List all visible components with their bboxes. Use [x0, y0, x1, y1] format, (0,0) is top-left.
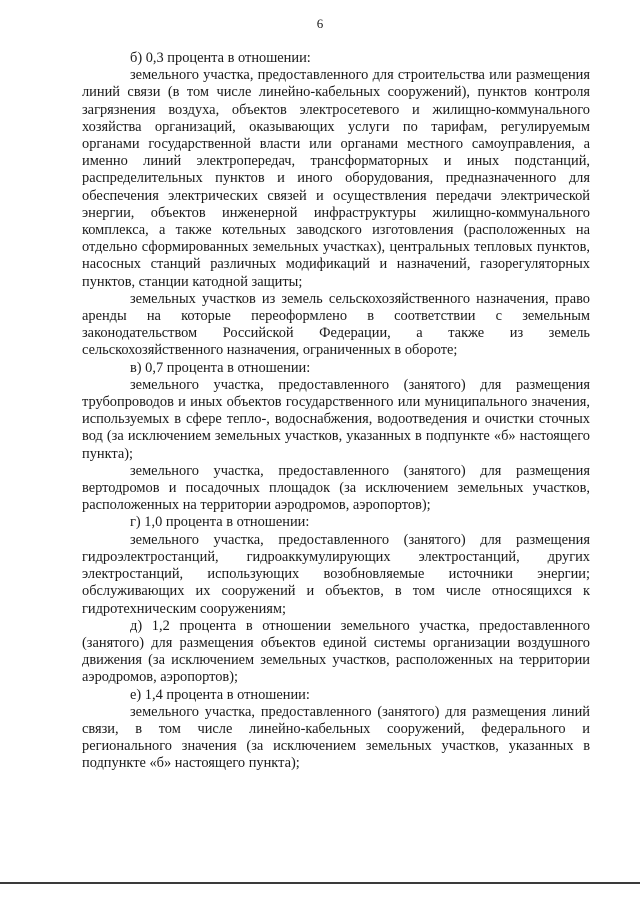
subsection-d-paragraph: д) 1,2 процента в отношении земельного участка, предоставленного (занятого) для размещения объектов единой системы организации воздушного движения (за исключением земельных участков, расположенных на территории аэродромов, аэропортов);: [82, 617, 590, 686]
paragraph-heliports-land: земельного участка, предоставленного (занятого) для размещения вертодромов и посадочных площадок (за исключением земельных участков, расположенных на территории аэродромов, аэропортов);: [82, 462, 590, 514]
paragraph-pipelines-land: земельного участка, предоставленного (занятого) для размещения трубопроводов и иных объектов государственного или муниципального значения, используемых в сфере тепло-, водоснабжения, водоотведения и очистки сточных вод (за исключением земельных участков, указанных в подпункте «б» настоящего пункта);: [82, 376, 590, 462]
subsection-v-heading: в) 0,7 процента в отношении:: [130, 359, 311, 376]
document-body: [82, 50, 590, 773]
page-number: 6: [316, 16, 324, 31]
subsection-e-heading: е) 1,4 процента в отношении:: [130, 686, 310, 703]
paragraph-hydropower-land: земельного участка, предоставленного (занятого) для размещения гидроэлектростанций, гидроаккумулирующих электростанций, других электростанций, использующих возобновляемые источники энергии; обслуживающих их сооружений и объектов, в том числе относящихся к гидротехническим сооружениям;: [82, 531, 590, 617]
subsection-g-heading: г) 1,0 процента в отношении:: [130, 514, 310, 531]
bottom-divider: [0, 882, 640, 884]
paragraph-agricultural-land: земельных участков из земель сельскохозяйственного назначения, право аренды на которые переоформлено в соответствии с земельным законодательством Российской Федерации, а также из земель сельскохозяйственного назначения, ограниченных в обороте;: [82, 290, 590, 359]
paragraph-communication-lines-land: земельного участка, предоставленного для строительства или размещения линий связи (в том числе линейно-кабельных сооружений), пунктов контроля загрязнения воздуха, объектов электросетевого и жилищно-коммунального хозяйства организаций, оказывающих услуги по тарифам, регулируемым органами государственной власти или органами местного самоуправления, а именно линий электропередач, трансформаторных и иных подстанций, распределительных пунктов и иного оборудования, предназначенного для обеспечения электрических связей и осуществления передачи электрической энергии, объектов инженерной инфраструктуры жилищно-коммунального комплекса, а также котельных заводского изготовления (расположенных на отдельно сформированных земельных участках), центральных тепловых пунктов, насосных станций различных модификаций и назначений, газорегуляторных пунктов, станции катодной защиты;: [82, 67, 590, 290]
subsection-b-heading: б) 0,3 процента в отношении:: [130, 50, 311, 66]
paragraph-federal-communication-lines: земельного участка, предоставленного (занятого) для размещения линий связи, в том числе линейно-кабельных сооружений, федерального и регионального значения (за исключением земельных участков, указанных в подпункте «б» настоящего пункта);: [82, 703, 590, 772]
